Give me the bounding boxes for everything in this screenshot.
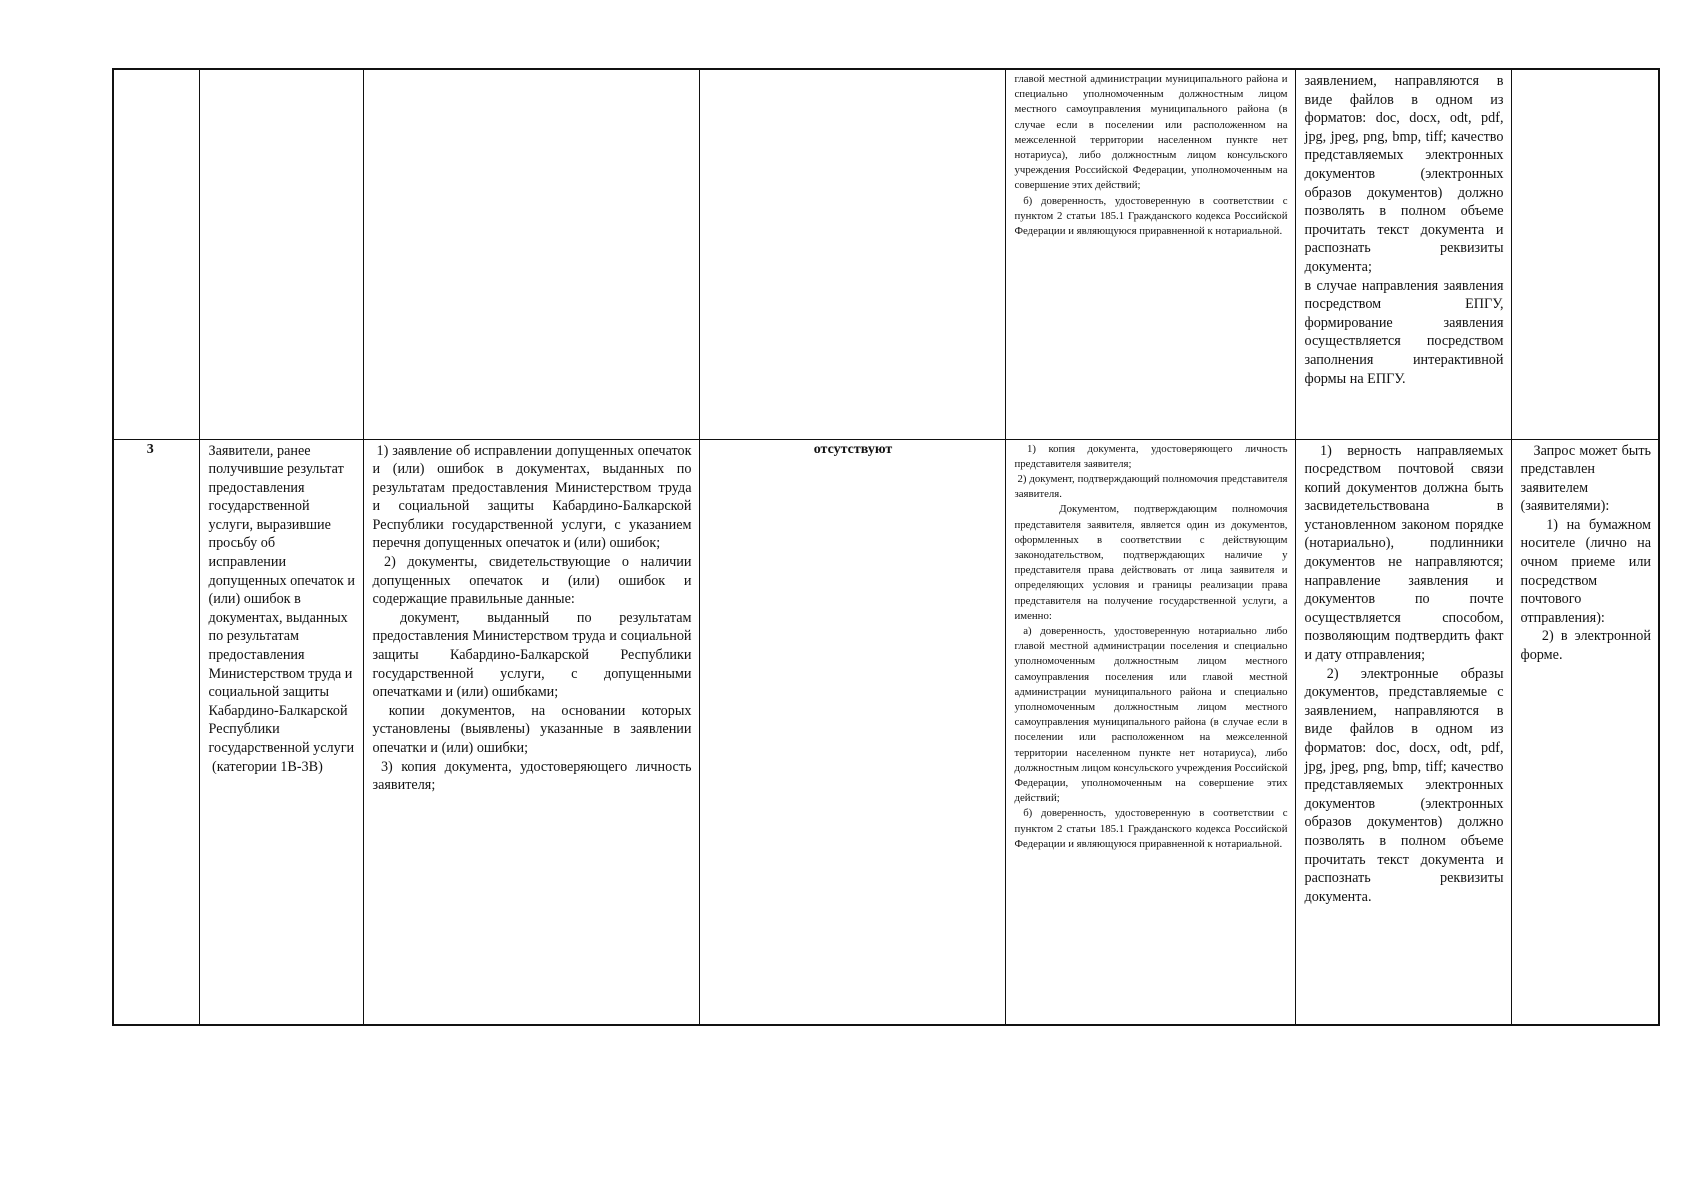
table-row-continuation <box>113 69 1659 439</box>
cell-submission-method: Запрос может быть представлен заявителем (заявителями): 1) на бумажном носителе (лично на очном приеме или посредством почтового отправления): 2) в электронной форме. <box>1511 439 1659 1025</box>
cell-submission-method <box>1511 69 1659 439</box>
cell-submission-requirements: заявлением, направляются в виде файлов в одном из форматов: doc, docx, odt, pdf, jpg, jpeg, png, bmp, tiff; качество представляемых электронных документов (электронных образов документов) должно позволять в полном объеме прочитать текст документа и распознать реквизиты документа; в случае направления заявления посредством ЕПГУ, формирование заявления осуществляется посредством заполнения интерактивной формы на ЕПГУ. <box>1295 69 1511 439</box>
cell-applicants: Заявители, ранее получившие результат предоставления государственной услуги, выразившие просьбу об исправлении допущенных опечаток и (или) ошибок в документах, выданных по результатам предоставления Министерством труда и социальной защиты Кабардино-Балкарской Республики государственной услуги (категории 1В-3В) <box>199 439 363 1025</box>
cell-representative-documents: главой местной администрации муниципального района и специально уполномоченным должностным лицом местного самоуправления муниципального района (в случае если в поселении или расположенном на межселенной территории населенном пункте нет нотариуса), либо должностным лицом консульского учреждения Российской Федерации, уполномоченным на совершение этих действий; б) доверенность, удостоверенную в соответствии с пунктом 2 статьи 185.1 Гражданского кодекса Российской Федерации и являющуюся приравненной к нотариальной. <box>1005 69 1295 439</box>
cell-representative-documents: 1) копия документа, удостоверяющего личность представителя заявителя; 2) документ, подтверждающий полномочия представителя заявителя. Документом, подтверждающим полномочия представителя заявителя, является один из документов, оформленных в соответствии с действующим законодательством, подтверждающих наличие у представителя права действовать от лица заявителя и определяющих условия и границы реализации права представителя на получение государственной услуги, а именно: а) доверенность, удостоверенную нотариально либо главой местной администрации поселения и специально уполномоченным должностным лицом местного самоуправления поселения или главой местной администрации муниципального района и специально уполномоченным должностным лицом местного самоуправления муниципального района (в случае если в поселении или расположенном на межселенной территории населенном пункте нет нотариуса), либо должностным лицом консульского учреждения Российской Федерации, уполномоченным на совершение этих действий; б) доверенность, удостоверенную в соответствии с пунктом 2 статьи 185.1 Гражданского кодекса Российской Федерации и являющуюся приравненной к нотариальной. <box>1005 439 1295 1025</box>
cell-number <box>113 69 199 439</box>
cell-mandatory-documents <box>699 69 1005 439</box>
cell-applicants <box>199 69 363 439</box>
cell-mandatory-documents: отсутствуют <box>699 439 1005 1025</box>
table-row-3 <box>113 439 1659 1025</box>
services-table <box>112 68 1660 1026</box>
cell-documents <box>363 69 699 439</box>
cell-submission-requirements: 1) верность направляемых посредством почтовой связи копий документов должна быть засвидетельствована в установленном законом порядке (нотариально), подлинники документов не направляются; направление заявления и документов по почте осуществляется способом, позволяющим подтвердить факт и дату отправления; 2) электронные образы документов, представляемые с заявлением, направляются в виде файлов в одном из форматов: doc, docx, odt, pdf, jpg, jpeg, png, bmp, tiff; качество представляемых электронных документов (электронных образов документов) должно позволять в полном объеме прочитать текст документа и распознать реквизиты документа. <box>1295 439 1511 1025</box>
cell-documents: 1) заявление об исправлении допущенных опечаток и (или) ошибок в документах, выданных по результатам предоставления Министерством труда и социальной защиты Кабардино-Балкарской Республики государственной услуги, с указанием перечня допущенных опечаток и (или) ошибок; 2) документы, свидетельствующие о наличии допущенных опечаток и (или) ошибок и содержащие правильные данные: документ, выданный по результатам предоставления Министерством труда и социальной защиты Кабардино-Балкарской Республики государственной услуги, с допущенными опечатками и (или) ошибками; копии документов, на основании которых установлены (выявлены) указанные в заявлении опечатки и (или) ошибки; 3) копия документа, удостоверяющего личность заявителя; <box>363 439 699 1025</box>
row-number: 3 <box>113 439 199 1025</box>
